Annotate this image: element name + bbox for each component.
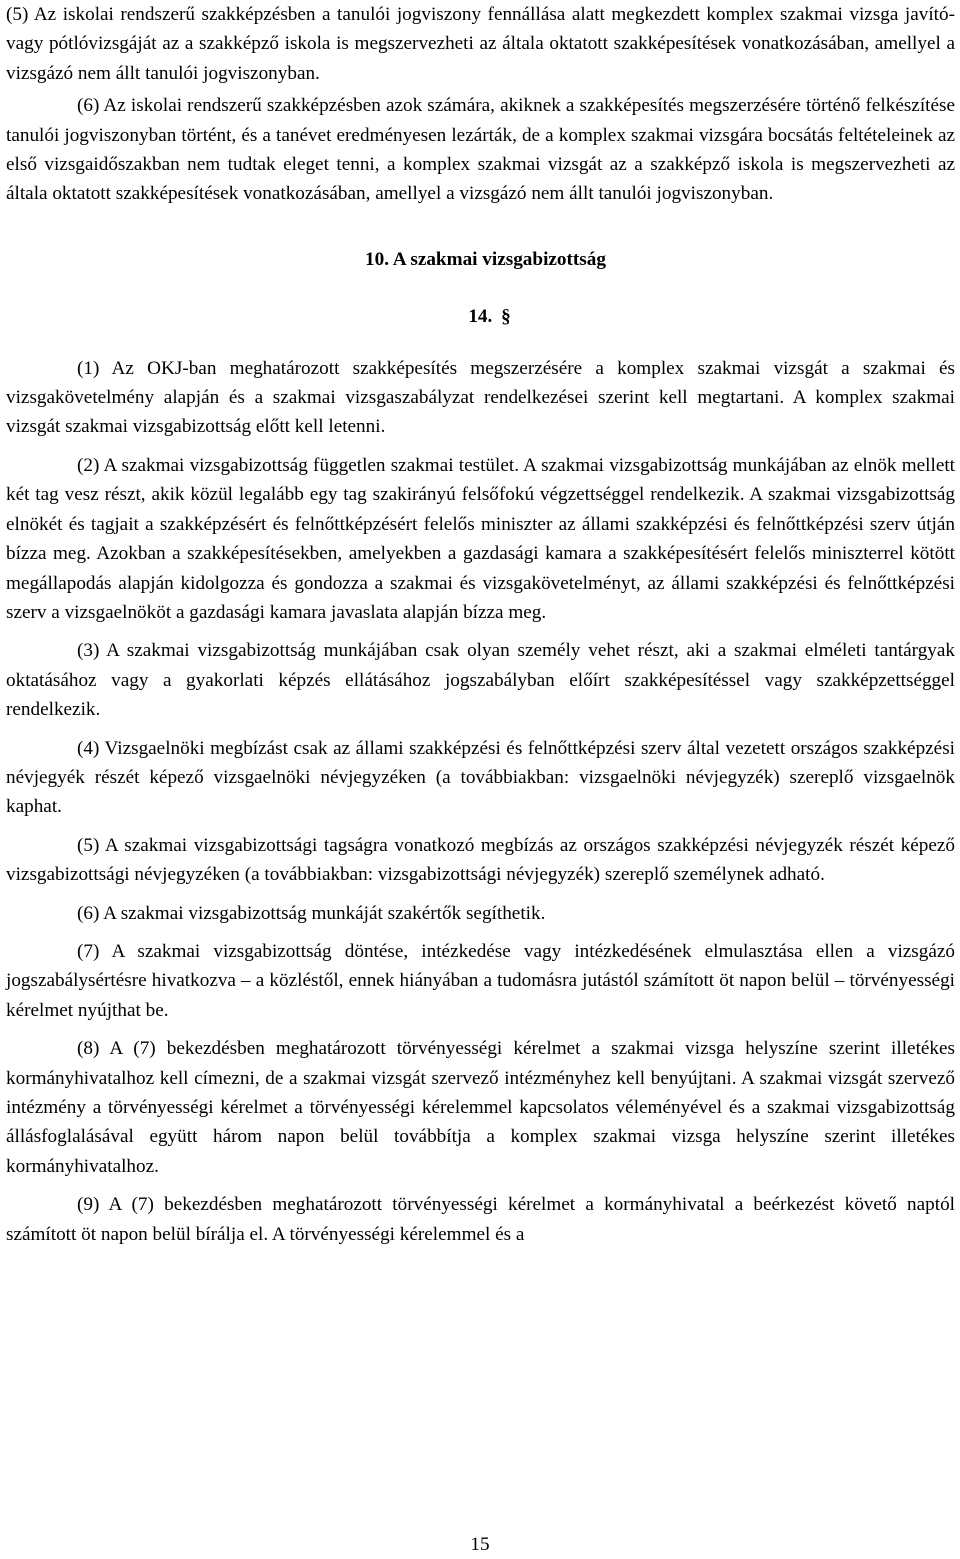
section-heading — [6, 302, 955, 331]
paragraph-5-prev: (5) Az iskolai rendszerű szakképzésben a tanulói jogviszony fennállása alatt megkezdett komplex szakmai vizsga javító- vagy pótlóvizsgáját az a szakképző iskola is megszervezheti az általa oktatott szakképesítések vonatkozásában, amellyel a vizsgázó nem állt tanulói jogviszonyban. — [6, 4, 955, 84]
section-paragraph-9: (9) A (7) bekezdésben meghatározott törvényességi kérelmet a kormányhivatal a beérkezést követő naptól számított öt napon belül bírálja el. A törvényességi kérelemmel és a — [6, 1194, 955, 1245]
section-paragraph-5: (5) A szakmai vizsgabizottsági tagságra vonatkozó megbízás az országos szakképzési névjegyzék részét képező vizsgabizottsági névjegyzéken (a továbbiakban: vizsgabizottsági névjegyzék) szereplő személynek adható. — [6, 834, 955, 886]
section-paragraph-4: (4) Vizsgaelnöki megbízást csak az állami szakképzési és felnőttképzési szerv által vezetett országos szakképzési névjegyék részét képező vizsgaelnöki névjegyzéken (a továbbiakban: vizsgaelnöki névjegyzék) szereplő vizsgaelnök kaphat. — [6, 737, 955, 818]
section-paragraph-8: (8) A (7) bekezdésben meghatározott törvényességi kérelmet a szakmai vizsga helyszíne szerint illetékes kormányhivatalhoz kell címezni, de a szakmai vizsgát szervező intézményhez kell benyújtani. A szakmai vizsgát szervező intézmény a törvényességi kérelmet a törvényességi kérelemmel kapcsolatos véleményével és a szakmai vizsgabizottság állásfoglalásával együtt három napon belül továbbítja a komplex szakmai vizsga helyszíne szerint illetékes kormányhivatalhoz. — [6, 1038, 955, 1177]
section-paragraph-1: (1) Az OKJ-ban meghatározott szakképesítés megszerzésére a komplex szakmai vizsgát a szakmai és vizsgakövetelmény alapján és a szakmai vizsgaszabályzat rendelkezései szerint kell megtartani. A komplex szakmai vizsgát szakmai vizsgabizottság előtt kell letenni. — [6, 357, 955, 438]
section-paragraph-2: (2) A szakmai vizsgabizottság független szakmai testület. A szakmai vizsgabizottság munkájában az elnök mellett két tag vesz részt, akik közül legalább egy tag szakirányú felsőfokú végzettséggel rendelkezik. A szakmai vizsgabizottság elnökét és tagjait a szakképzésért és felnőttképzésért felelős miniszter az állami szakképzési és felnőttképzési szerv útján bízza meg. Azokban a szakképesítésekben, amelyekben a gazdasági kamara a szakképesítésért felelős miniszterrel kötött megállapodás alapján kidolgozza és gondozza a szakmai és vizsgakövetelményt, az állami szakképzési és felnőttképzési szerv a vizsgaelnököt a gazdasági kamara javaslata alapján bízza meg. — [6, 454, 955, 623]
paragraph-6-prev: (6) Az iskolai rendszerű szakképzésben azok számára, akiknek a szakképesítés megszerzésére történő felkészítése tanulói jogviszonyban történt, és a tanévet eredményesen lezárták, de a komplex szakmai vizsgára bocsátás feltételeinek az első vizsgaidőszakban nem tudtak eleget tenni, a komplex szakmai vizsgát az a szakképző iskola is megszervezheti az általa oktatott szakképesítések vonatkozásában, amellyel a vizsgázó nem állt tanulói jogviszonyban. — [6, 95, 955, 205]
page-number: 15 — [470, 1534, 490, 1555]
section-paragraph-7: (7) A szakmai vizsgabizottság döntése, intézkedése vagy intézkedésének elmulasztása ellen a vizsgázó jogszabálysértésre hivatkozva – a közléstől, ennek hiányában a tudomásra jutástól számított öt napon belül – törvényességi kérelmet nyújthat be. — [6, 940, 955, 1021]
section-number: 14. — [468, 306, 493, 328]
section-paragraph-3: (3) A szakmai vizsgabizottság munkájában csak olyan személy vehet részt, aki a szakmai elméleti tantárgyak oktatásához vagy a gyakorlati képzés ellátásához jogszabályban előírt szakképesítéssel vagy szakképzettséggel rendelkezik. — [6, 640, 955, 721]
document-page — [6, 0, 955, 1258]
section-sign: § — [501, 306, 511, 328]
chapter-heading: 10. A szakmai vizsgabizottság — [365, 248, 606, 270]
section-paragraph-6: (6) A szakmai vizsgabizottság munkáját szakértők segíthetik. — [77, 902, 546, 924]
